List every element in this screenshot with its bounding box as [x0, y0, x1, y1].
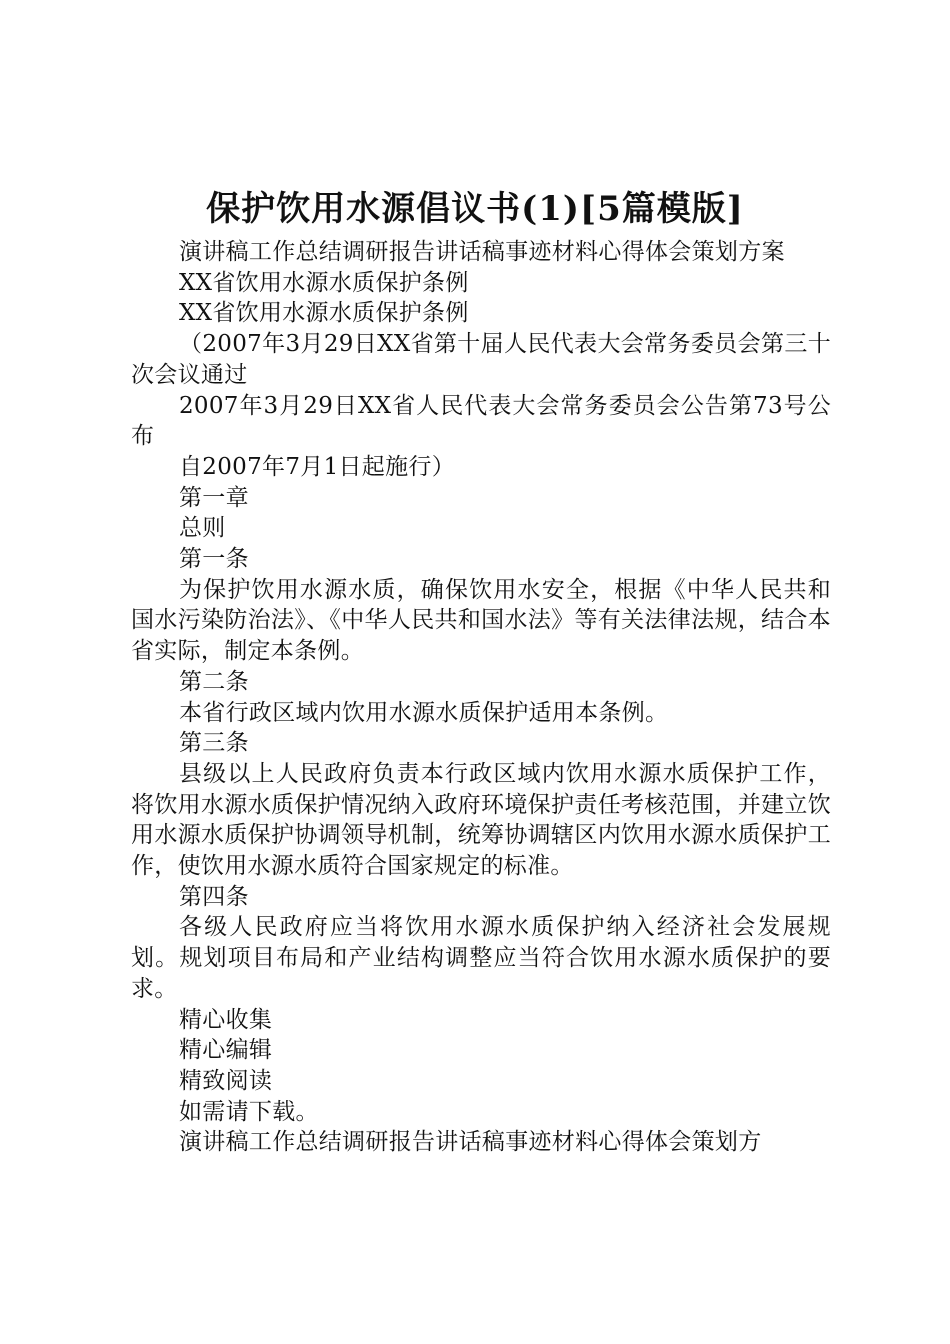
article-2-heading: 第二条	[179, 668, 249, 695]
article-2-text: 本省行政区域内饮用水源水质保护适用本条例。	[179, 699, 669, 726]
footer-note-read: 精致阅读	[179, 1067, 273, 1094]
paragraph-announcement-note: 2007年3月29日XX省人民代表大会常务委员会公告第73号公布	[131, 392, 831, 450]
footer-note-collect: 精心收集	[179, 1006, 273, 1033]
paragraph-regulation-name: XX省饮用水源水质保护条例	[179, 269, 469, 296]
chapter-heading: 第一章	[179, 484, 249, 511]
article-3-heading: 第三条	[179, 730, 249, 757]
paragraph-category-list-repeat: 演讲稿工作总结调研报告讲话稿事迹材料心得体会策划方	[179, 1129, 762, 1156]
footer-note-edit: 精心编辑	[179, 1037, 273, 1064]
article-1-heading: 第一条	[179, 546, 249, 573]
footer-note-download: 如需请下载。	[179, 1098, 319, 1125]
paragraph-effective-date: 自2007年7月1日起施行）	[179, 453, 455, 480]
paragraph-adoption-note: （2007年3月29日XX省第十届人民代表大会常务委员会第三十次会议通过	[131, 331, 831, 388]
article-1-text: 为保护饮用水源水质，确保饮用水安全，根据《中华人民共和国水污染防治法》、《中华人民共和国水法》等有关法律法规，结合本省实际，制定本条例。	[131, 576, 831, 665]
article-4-text: 各级人民政府应当将饮用水源水质保护纳入经济社会发展规划。规划项目布局和产业结构调整应当符合饮用水源水质保护的要求。	[131, 914, 831, 1002]
paragraph-regulation-name-repeat: XX省饮用水源水质保护条例	[179, 300, 469, 327]
document-title: 保护饮用水源倡议书(1)[5篇模版]	[206, 189, 744, 229]
document-body	[131, 237, 831, 1158]
article-4-heading: 第四条	[179, 883, 249, 910]
article-3-text: 县级以上人民政府负责本行政区域内饮用水源水质保护工作，将饮用水源水质保护情况纳入政府环境保护责任考核范围，并建立饮用水源水质保护协调领导机制，统筹协调辖区内饮用水源水质保护工作，使饮用水源水质符合国家规定的标准。	[131, 760, 831, 880]
chapter-title: 总则	[179, 515, 226, 542]
paragraph-category-list: 演讲稿工作总结调研报告讲话稿事迹材料心得体会策划方案	[179, 239, 785, 265]
